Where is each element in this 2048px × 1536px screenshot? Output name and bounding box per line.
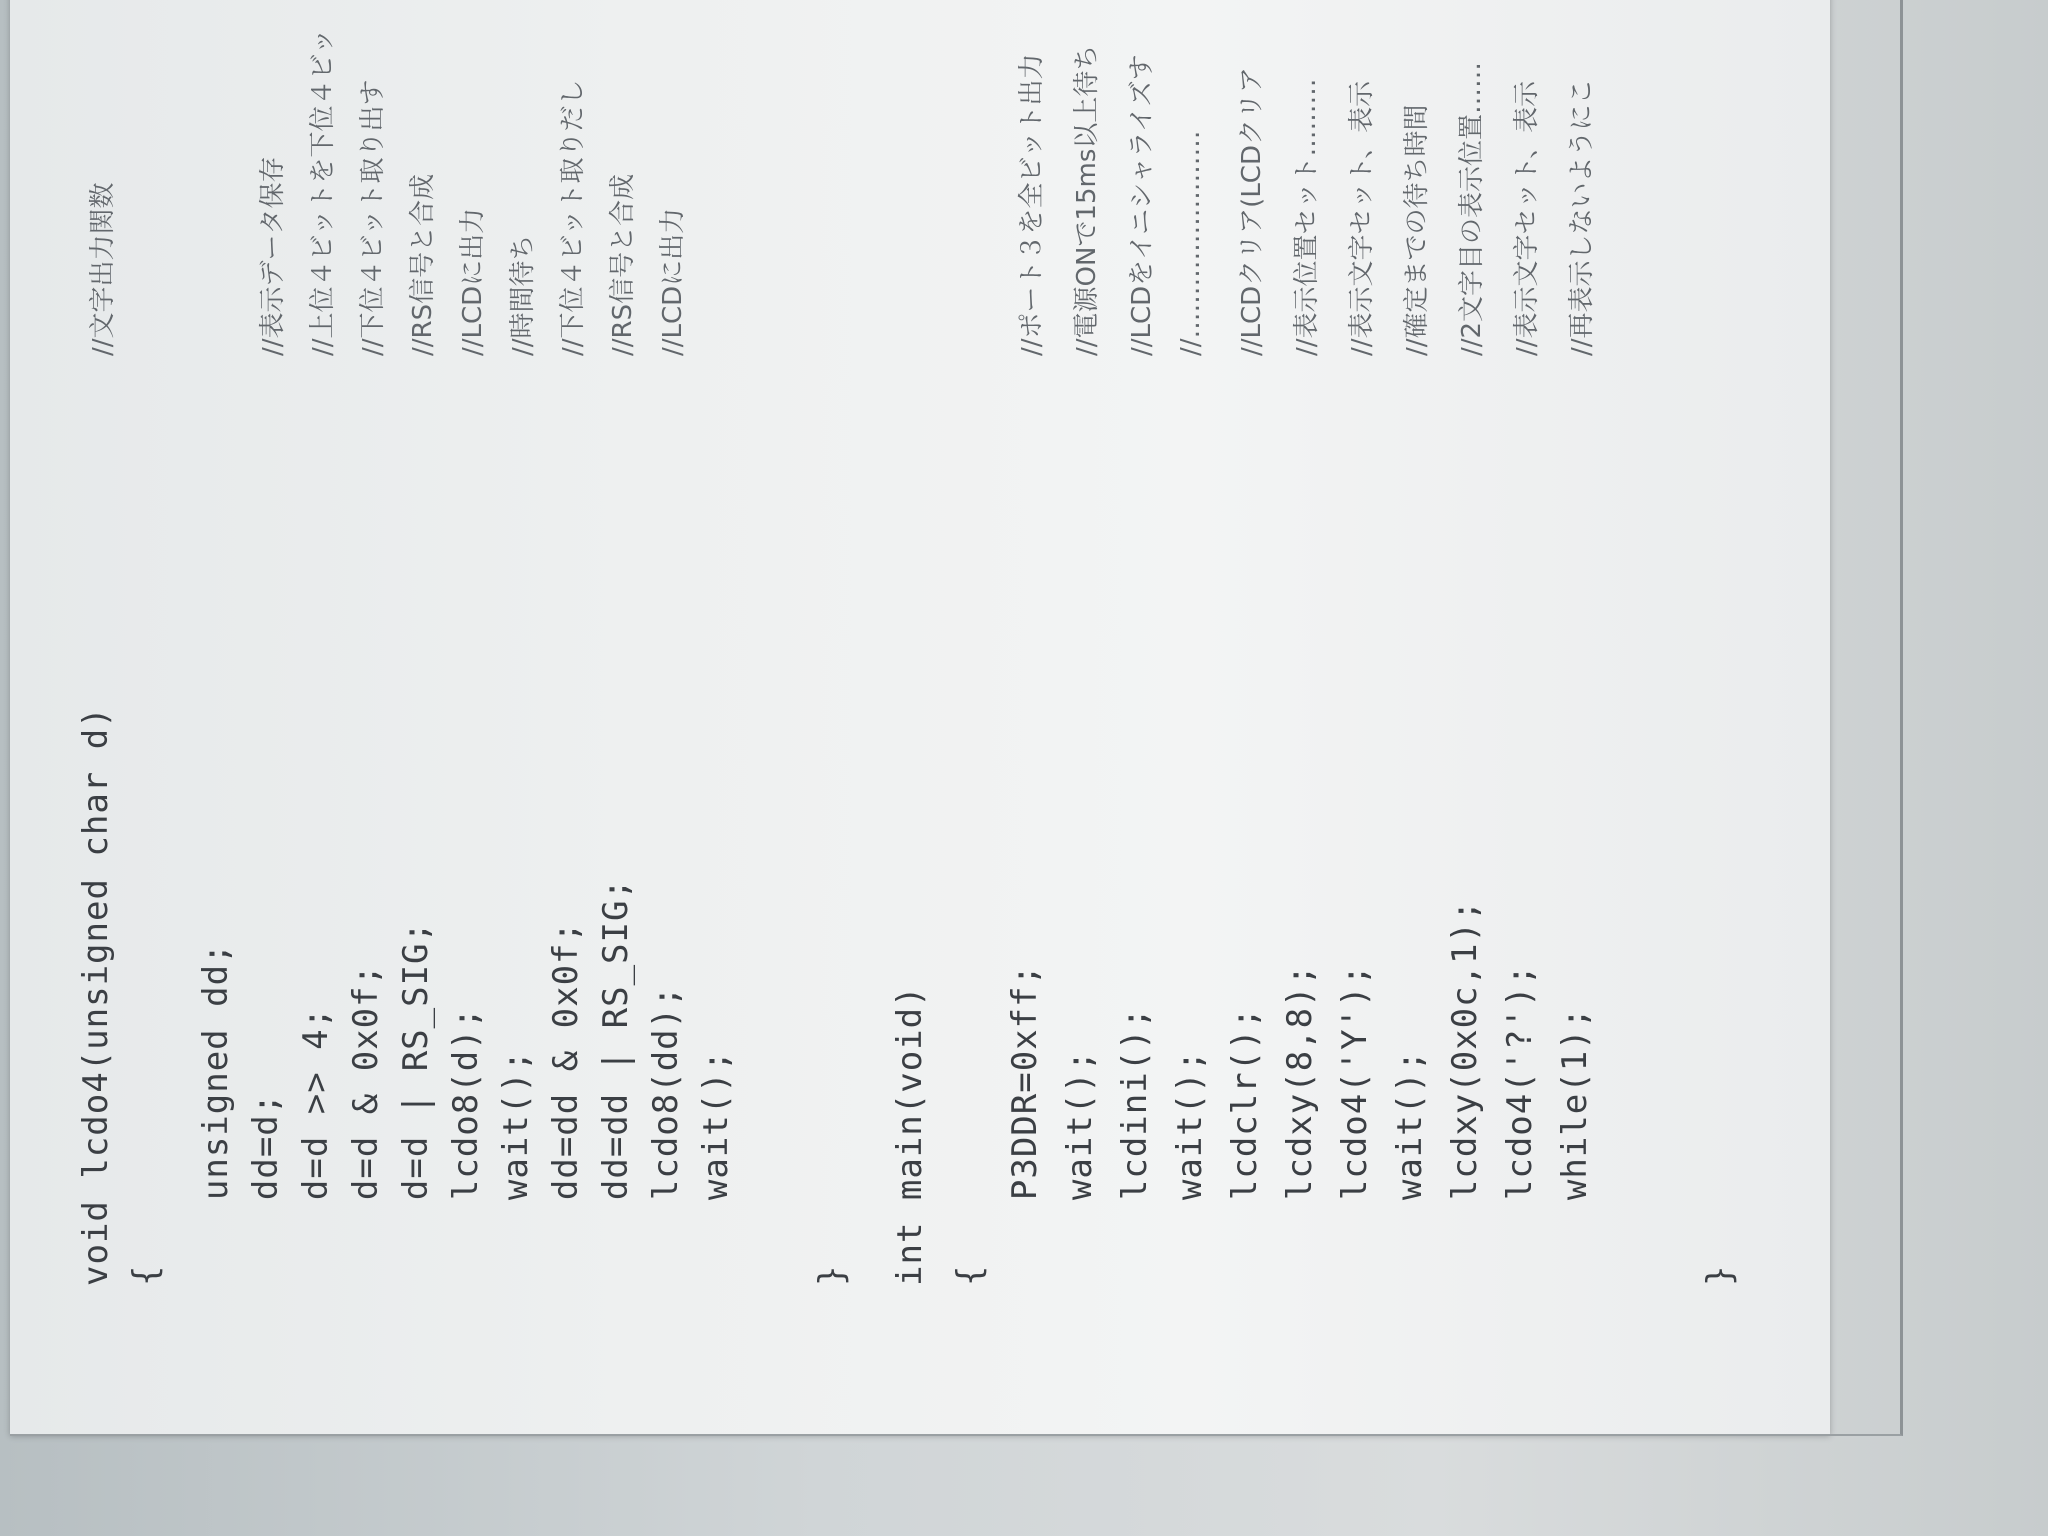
code-comment: //表示文字セット、表示 — [1512, 80, 1542, 356]
code-line: wait(); — [496, 1049, 536, 1286]
code-comment: //上位４ビットを下位４ビッ — [308, 28, 338, 356]
code-line: lcdxy(8,8); — [1280, 963, 1320, 1286]
code-line: unsigned dd; — [196, 942, 236, 1286]
code-line: lcdo4('?'); — [1500, 963, 1540, 1286]
code-line: } — [1700, 1264, 1740, 1286]
code-line: lcdo8(dd); — [646, 985, 686, 1286]
code-line: lcdxy(0x0c,1); — [1445, 899, 1485, 1286]
code-comment: //RS信号と合成 — [408, 173, 438, 356]
code-comment: //再表示しないようにこ — [1567, 78, 1597, 356]
code-line: lcdclr(); — [1225, 1006, 1265, 1286]
code-comment: //表示位置セット……… — [1292, 78, 1322, 356]
code-line: { — [126, 1264, 166, 1286]
code-line: } — [812, 1264, 852, 1286]
code-line: dd=dd & 0x0f; — [546, 921, 586, 1286]
code-line: lcdo4('Y'); — [1335, 963, 1375, 1286]
code-line: dd=d; — [246, 1092, 286, 1286]
code-comment: //表示文字セット、表示 — [1347, 80, 1377, 356]
code-comment: //ポート３を全ビット出力 — [1017, 53, 1047, 356]
code-comment: //文字出力関数 — [88, 182, 118, 356]
page-border — [10, 0, 1903, 1436]
code-comment: //RS信号と合成 — [608, 173, 638, 356]
code-line: d=d >> 4; — [296, 1006, 336, 1286]
code-line: lcdini(); — [1115, 1006, 1155, 1286]
code-comment: //電源ONで15ms以上待ち — [1072, 44, 1102, 356]
code-comment: //…………………… — [1176, 130, 1206, 356]
code-line: wait(); — [1060, 1049, 1100, 1286]
code-line: wait(); — [1390, 1049, 1430, 1286]
code-line: P3DDR=0xff; — [1005, 963, 1045, 1286]
code-comment: //2文字目の表示位置…… — [1457, 61, 1487, 356]
code-line: wait(); — [696, 1049, 736, 1286]
code-line: while(1); — [1555, 1006, 1595, 1286]
code-line: lcdo8(d); — [446, 1006, 486, 1286]
code-comment: //確定までの待ち時間 — [1402, 104, 1432, 356]
code-line: dd=dd | RS_SIG; — [596, 878, 636, 1286]
code-line: void lcdo4(unsigned char d) — [76, 706, 116, 1286]
code-comment: //LCDに出力 — [458, 207, 488, 356]
code-comment: //下位４ビット取りだし — [558, 79, 588, 356]
code-line: wait(); — [1170, 1049, 1210, 1286]
code-comment: //下位４ビット取り出す — [358, 79, 388, 356]
code-comment: //LCDに出力 — [658, 207, 688, 356]
code-line: { — [950, 1264, 990, 1286]
printed-page — [10, 0, 1830, 1436]
code-line: d=d & 0x0f; — [346, 963, 386, 1286]
code-comment: //表示データ保存 — [258, 156, 288, 356]
code-comment: //時間待ち — [508, 234, 538, 356]
code-comment: //LCDクリア(LCDクリア — [1237, 67, 1267, 356]
code-comment: //LCDをイニシャライズす — [1127, 54, 1157, 356]
code-line: d=d | RS_SIG; — [396, 921, 436, 1286]
code-line: int main(void) — [890, 985, 930, 1286]
